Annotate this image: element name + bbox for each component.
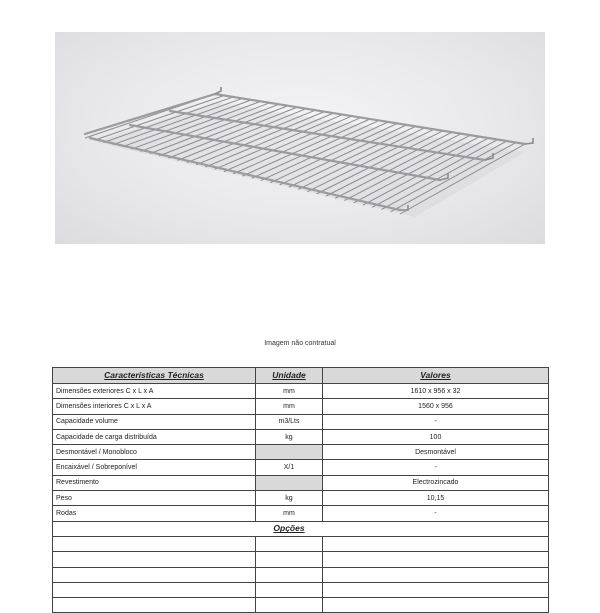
row-value: - (323, 460, 549, 475)
wire-shelf-illustration (55, 32, 545, 244)
options-row (53, 582, 549, 597)
table-row (53, 475, 549, 490)
header-unit: Unidade (256, 368, 323, 384)
row-value: 100 (323, 429, 549, 444)
row-value: - (323, 506, 549, 521)
options-cell (53, 552, 256, 567)
row-value: - (323, 414, 549, 429)
row-label: Peso (53, 491, 256, 506)
row-value: Electrozincado (323, 475, 549, 490)
table-header-row (53, 368, 549, 384)
table-row (53, 491, 549, 506)
row-unit: m3/Lts (256, 414, 323, 429)
table-row (53, 460, 549, 475)
row-value: Desmontável (323, 445, 549, 460)
options-cell (256, 582, 323, 597)
row-unit: mm (256, 384, 323, 399)
options-row (53, 552, 549, 567)
options-row (53, 567, 549, 582)
row-unit: kg (256, 429, 323, 444)
options-title: Opções (256, 521, 323, 536)
options-cell (323, 536, 549, 551)
row-label: Revestimento (53, 475, 256, 490)
row-unit (256, 475, 323, 490)
row-label: Desmontável / Monobloco (53, 445, 256, 460)
row-label: Dimensões exteriores C x L x A (53, 384, 256, 399)
row-value: 1560 x 956 (323, 399, 549, 414)
table-row (53, 429, 549, 444)
row-unit (256, 445, 323, 460)
row-label: Rodas (53, 506, 256, 521)
header-characteristics: Características Técnicas (53, 368, 256, 384)
row-label: Capacidade de carga distribuída (53, 429, 256, 444)
row-unit: mm (256, 506, 323, 521)
table-row (53, 414, 549, 429)
row-unit: kg (256, 491, 323, 506)
table-row (53, 445, 549, 460)
options-header-row (53, 521, 549, 536)
options-cell (256, 536, 323, 551)
options-cell (256, 567, 323, 582)
options-cell (53, 567, 256, 582)
options-cell (323, 567, 549, 582)
row-label: Capacidade volume (53, 414, 256, 429)
table-row (53, 506, 549, 521)
header-values: Valores (323, 368, 549, 384)
image-disclaimer: Imagem não contratual (264, 340, 336, 347)
options-cell (53, 536, 256, 551)
options-cell (53, 582, 256, 597)
options-row (53, 536, 549, 551)
specifications-table (52, 367, 549, 613)
row-value: 1610 x 956 x 32 (323, 384, 549, 399)
options-cell (323, 552, 549, 567)
row-unit: mm (256, 399, 323, 414)
row-label: Encaixável / Sobreponível (53, 460, 256, 475)
table-row (53, 399, 549, 414)
table-row (53, 384, 549, 399)
options-cell (323, 582, 549, 597)
options-header-spacer (53, 521, 256, 536)
row-unit: X/1 (256, 460, 323, 475)
product-image (55, 32, 545, 244)
row-value: 10,15 (323, 491, 549, 506)
options-cell (256, 552, 323, 567)
options-header-spacer (323, 521, 549, 536)
row-label: Dimensões interiores C x L x A (53, 399, 256, 414)
